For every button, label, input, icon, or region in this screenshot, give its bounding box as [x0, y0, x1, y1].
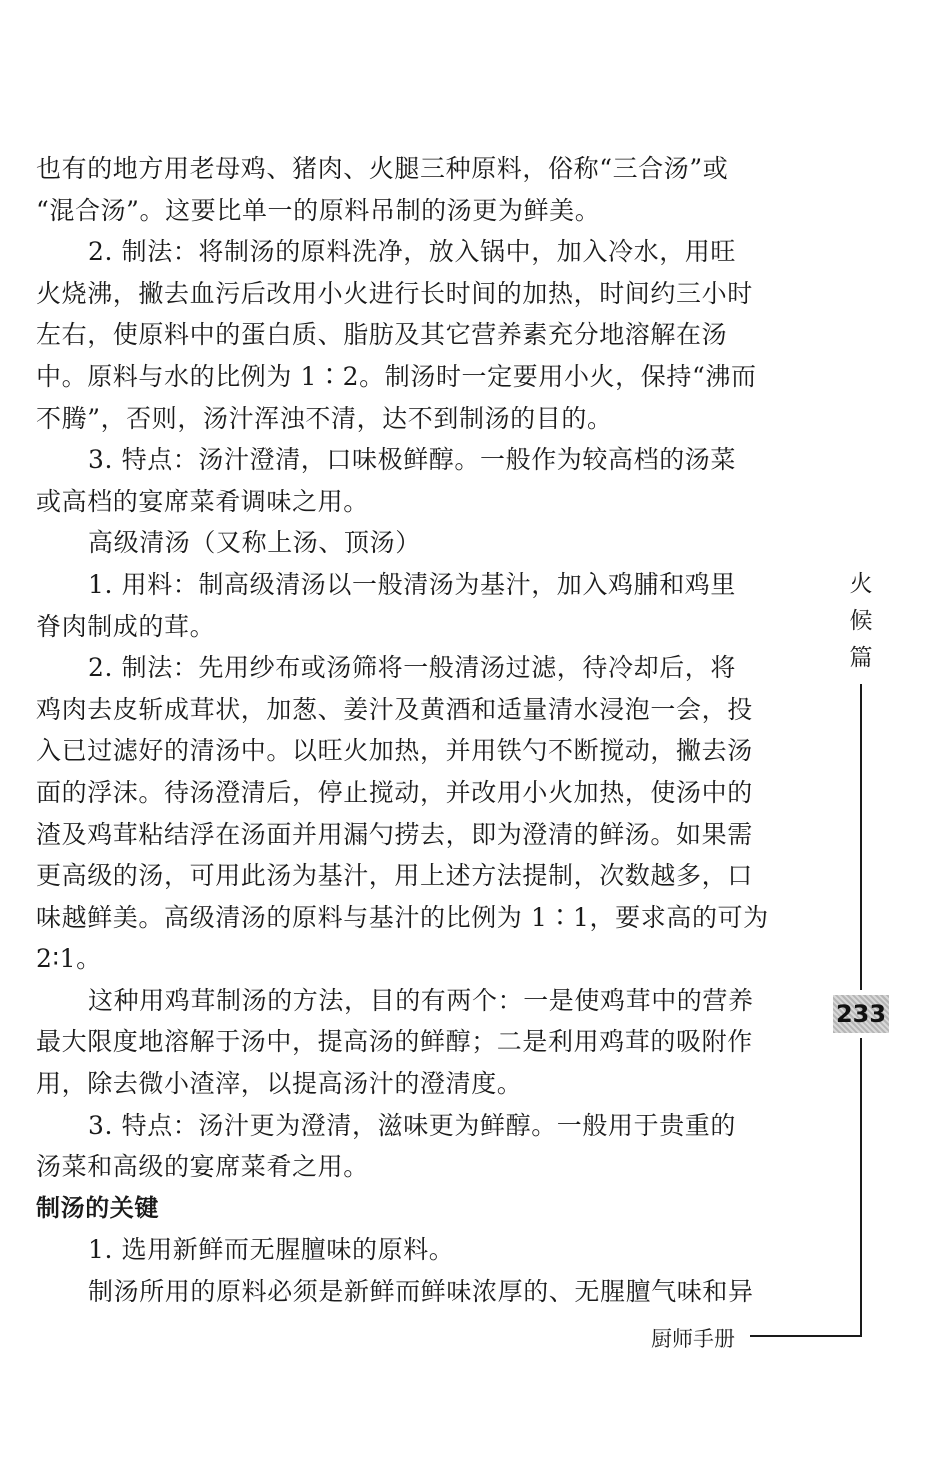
- chapter-char: 候: [849, 608, 873, 634]
- text-line: 中。原料与水的比例为 1∶2。制汤时一定要用小火，保持“沸而: [36, 361, 757, 391]
- text-line: 或高档的宴席菜肴调味之用。: [36, 486, 369, 516]
- text-line: 火烧沸，撇去血污后改用小火进行长时间的加热，时间约三小时: [36, 278, 753, 308]
- text-line: 高级清汤（又称上汤、顶汤）: [88, 528, 421, 558]
- body-text: [36, 148, 826, 1313]
- text-line: 2. 制法：将制汤的原料洗净，放入锅中，加入冷水，用旺: [88, 237, 737, 267]
- text-line: 1. 选用新鲜而无腥膻味的原料。: [88, 1235, 455, 1265]
- text-line: 也有的地方用老母鸡、猪肉、火腿三种原料，俗称“三合汤”或: [36, 154, 729, 183]
- text-line: 不腾”，否则，汤汁浑浊不清，达不到制汤的目的。: [36, 403, 613, 433]
- book-title: 厨师手册: [651, 1327, 735, 1351]
- text-line: 2∶1。: [36, 944, 102, 974]
- text-line: 这种用鸡茸制汤的方法，目的有两个：一是使鸡茸中的营养: [88, 985, 754, 1015]
- text-line: 鸡肉去皮斩成茸状，加葱、姜汁及黄酒和适量清水浸泡一会，投: [36, 694, 753, 724]
- text-line: 左右，使原料中的蛋白质、脂肪及其它营养素充分地溶解在汤: [36, 320, 728, 350]
- text-line: 更高级的汤，可用此汤为基汁，用上述方法提制，次数越多，口: [36, 861, 753, 891]
- page-number: 233: [833, 995, 889, 1033]
- text-line: 用，除去微小渣滓，以提高汤汁的澄清度。: [36, 1069, 523, 1099]
- text-line: 汤菜和高级的宴席菜肴之用。: [36, 1152, 369, 1182]
- text-line: “混合汤”。这要比单一的原料吊制的汤更为鲜美。: [36, 195, 601, 225]
- text-line: 2. 制法：先用纱布或汤筛将一般清汤过滤，待冷却后，将: [88, 653, 737, 683]
- text-line: 3. 特点：汤汁更为澄清，滋味更为鲜醇。一般用于贵重的: [88, 1110, 737, 1140]
- text-line: 渣及鸡茸粘结浮在汤面并用漏勺捞去，即为澄清的鲜汤。如果需: [36, 819, 753, 849]
- side-rule-upper: [860, 684, 862, 990]
- chapter-char: 篇: [849, 645, 873, 671]
- text-line: 脊肉制成的茸。: [36, 611, 216, 641]
- chapter-char: 火: [849, 571, 873, 597]
- text-line: 面的浮沫。待汤澄清后，停止搅动，并改用小火加热，使汤中的: [36, 777, 753, 807]
- chapter-title: [843, 566, 879, 677]
- text-line: 1. 用料：制高级清汤以一般清汤为基汁，加入鸡脯和鸡里: [88, 569, 737, 599]
- text-line: 最大限度地溶解于汤中，提高汤的鲜醇；二是利用鸡茸的吸附作: [36, 1027, 753, 1057]
- text-line: 制汤所用的原料必须是新鲜而鲜味浓厚的、无腥膻气味和异: [88, 1277, 754, 1307]
- footer-rule: [750, 1335, 862, 1337]
- side-rule-lower: [860, 1038, 862, 1337]
- section-heading: 制汤的关键: [36, 1193, 159, 1222]
- text-line: 味越鲜美。高级清汤的原料与基汁的比例为 1∶1，要求高的可为: [36, 902, 769, 932]
- text-line: 入已过滤好的清汤中。以旺火加热，并用铁勺不断搅动，撇去汤: [36, 736, 753, 766]
- text-line: 3. 特点：汤汁澄清，口味极鲜醇。一般作为较高档的汤菜: [88, 445, 737, 475]
